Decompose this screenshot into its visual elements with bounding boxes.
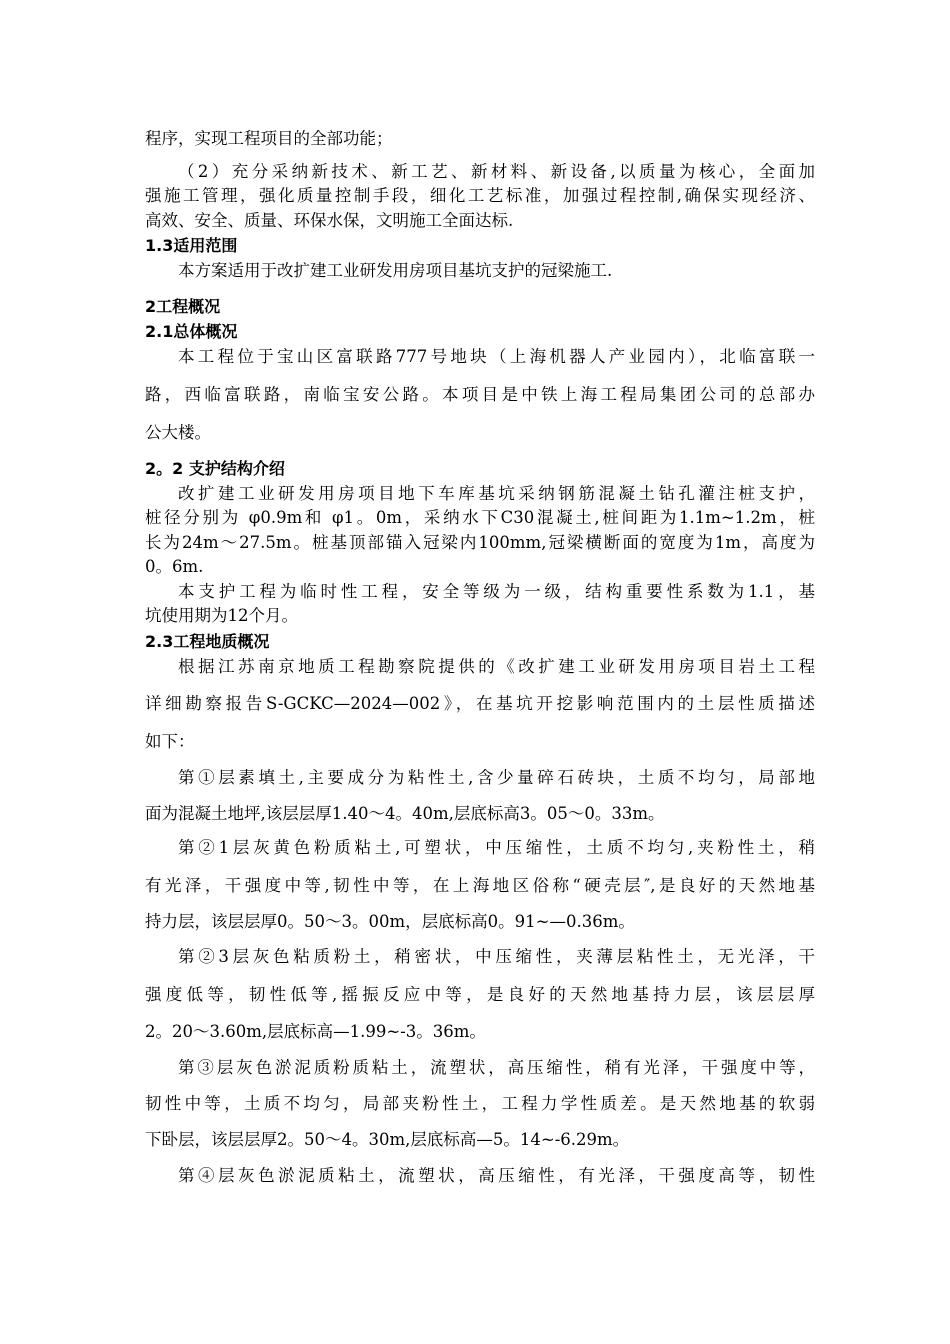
text-line: 持力层，该层层厚0。50～3。00m，层底标高0。91~—0.36m。 bbox=[145, 912, 635, 931]
text-line: 改扩建工业研发用房项目地下车库基坑采纳钢筋混凝土钻孔灌注桩支护， bbox=[178, 484, 815, 503]
text-line: 强度低等，韧性低等,摇振反应中等，是良好的天然地基持力层，该层层厚 bbox=[145, 985, 815, 1004]
section-heading: 1.3适用范围 bbox=[145, 236, 238, 255]
section-heading: 2.1总体概况 bbox=[145, 322, 238, 341]
text-line: （2）充分采纳新技术、新工艺、新材料、新设备,以质量为核心，全面加 bbox=[178, 162, 815, 181]
text-line: 长为24m～27.5m。桩基顶部锚入冠梁内100mm,冠梁横断面的宽度为1m，高度为 bbox=[145, 533, 815, 552]
text-line: 强施工管理，强化质量控制手段，细化工艺标准，加强过程控制,确保实现经济、 bbox=[145, 186, 815, 205]
text-line: 有光泽，干强度中等,韧性中等，在上海地区俗称“硬壳层″,是良好的天然地基 bbox=[145, 876, 815, 895]
text-line: 本工程位于宝山区富联路777号地块（上海机器人产业园内），北临富联一 bbox=[178, 347, 815, 366]
text-line: 如下： bbox=[145, 732, 195, 751]
text-line: 韧性中等，土质不均匀，局部夹粉性土，工程力学性质差。是天然地基的软弱 bbox=[145, 1094, 815, 1113]
text-line: 0。6m. bbox=[145, 557, 204, 576]
section-heading: 2工程概况 bbox=[145, 297, 221, 316]
text-line: 详细勘察报告S-GCKC—2024—002》，在基坑开挖影响范围内的土层性质描述 bbox=[145, 694, 815, 713]
section-heading: 2.3工程地质概况 bbox=[145, 632, 270, 651]
text-line: 坑使用期为12个月。 bbox=[145, 606, 298, 625]
text-line: 第②1层灰黄色粉质粘土,可塑状，中压缩性，土质不均匀,夹粉性土，稍 bbox=[178, 838, 815, 857]
text-line: 下卧层，该层层厚2。50～4。30m,层底标高—5。14~-6.29m。 bbox=[145, 1130, 630, 1149]
text-line: 高效、安全、质量、环保水保，文明施工全面达标. bbox=[145, 211, 514, 230]
section-heading: 2。2 支护结构介绍 bbox=[145, 459, 285, 478]
text-line: 本支护工程为临时性工程，安全等级为一级，结构重要性系数为1.1，基 bbox=[178, 582, 815, 601]
text-line: 程序，实现工程项目的全部功能； bbox=[145, 129, 393, 148]
text-line: 第④层灰色淤泥质粘土，流塑状，高压缩性，有光泽，干强度高等，韧性 bbox=[178, 1166, 815, 1185]
text-line: 桩径分别为 φ0.9m和 φ1。0m，采纳水下C30混凝土,桩间距为1.1m~1.2m，桩 bbox=[145, 508, 815, 527]
text-line: 根据江苏南京地质工程勘察院提供的《改扩建工业研发用房项目岩土工程 bbox=[178, 657, 815, 676]
text-line: 路，西临富联路，南临宝安公路。本项目是中铁上海工程局集团公司的总部办 bbox=[145, 385, 815, 404]
text-line: 本方案适用于改扩建工业研发用房项目基坑支护的冠梁施工. bbox=[178, 261, 613, 280]
text-line: 2。20～3.60m,层底标高—1.99~-3。36m。 bbox=[145, 1022, 486, 1041]
text-line: 第②3层灰色粘质粉土，稍密状，中压缩性，夹薄层粘性土，无光泽，干 bbox=[178, 947, 815, 966]
text-line: 面为混凝土地坪,该层层厚1.40～4。40m,层底标高3。05～0。33m。 bbox=[145, 804, 665, 823]
text-line: 第①层素填土,主要成分为粘性土,含少量碎石砖块，土质不均匀，局部地 bbox=[178, 768, 815, 787]
text-line: 第③层灰色淤泥质粉质粘土，流塑状，高压缩性，稍有光泽，干强度中等， bbox=[178, 1058, 815, 1077]
text-line: 公大楼。 bbox=[145, 423, 211, 442]
